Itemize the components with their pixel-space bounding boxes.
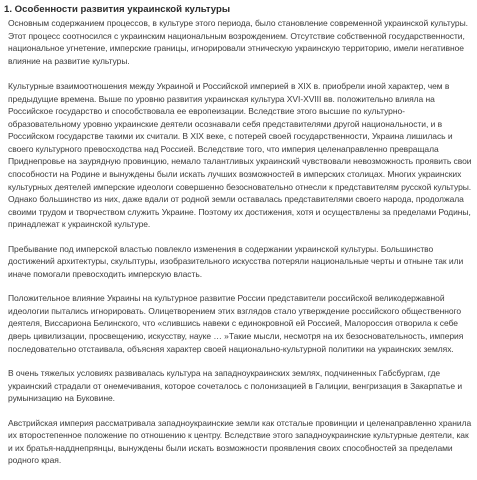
article-paragraph-6: Австрийская империя рассматривала западноукраинские земли как отсталые провинции и целенаправленно хранила их второстепенное положение по отношению к центру. Вследствие этого западноукраинские культурные деятели, как и их братья-надднепрянцы, вынуждены были искать возможности проявления своих способностей за пределами родного края. xyxy=(8,417,472,466)
article-paragraph-4: Положительное влияние Украины на культурное развитие России представители российской великодержавной идеологии пытались игнорировать. Олицетворением этих взглядов стало утверждение российского общественного деятеля, Виссариона Белинского, что «слившись навеки с единокровной ей Россией, Малороссия отворила к себе дверь цивилизации, просвещению, искусству, науке … »Такие мысли, несмотря на их безосновательность, империя последовательно отстаивала, объясняя характер своей национально-культурной политики на украинских землях. xyxy=(8,293,464,354)
article-paragraph-2: Культурные взаимоотношения между Украиной и Российской империей в XIX в. приобрели иной характер, чем в предыдущие времена. Выше по уровню развития украинская культура XVI-XVIII вв. положительно влияла на Российское государство и способствовала ее европеизации. Вследствие этого высшие по культурно-образовательному уровню украинские деятели осознавали себя представителями другой национальности, и в Российском государстве такими их считали. В XIX веке, с потерей своей государственности, Украина лишилась и своего культурного превосходства над Россией. Вследствие того, что империя целенаправленно превращала Приднепровье на заурядную провинцию, немало талантливых украинский чувствовали невозможность проявить свои способности на Родине и вынуждены были искать лучших возможностей в имперских столицах. Многих украинских культурных деятелей имперские идеологи совершенно безосновательно отнесли к представителям русской культуры. Однако большинство из них, даже вдали от родной земли оставалась представителями своего народа, продолжала своими трудом и творчеством служить Украине. Поэтому их достижения, хотя и осуществлены за пределами Родины, принадлежат к украинской культуре. xyxy=(8,81,472,230)
article-paragraph-5: В очень тяжелых условиях развивалась культура на западноукраинских землях, подчиненных Габсбургам, где украинский страдали от онемечивания, которое сочеталось с полонизацией в Галиции, венгризация в Закарпатье и румынизацию на Буковине. xyxy=(8,368,463,404)
article-paragraph-1: Основным содержанием процессов, в культуре этого периода, было становление современной украинской культуры. Этот процесс соотносился с украинским национальным возрождением. Отсутствие собственной государственности, национальное угнетение, имперские границы, игнорировали этническую украинскую территорию, имели негативное влияние на развитие культуры. xyxy=(8,18,468,66)
article-heading: 1. Особенности развития украинской культуры xyxy=(4,4,231,15)
article-paragraph-3: Пребывание под имперской властью повлекло изменения в содержании украинской культуры. Большинство достижений архитектуры, скульптуры, изобразительного искусства потеряли национальные черты и отныне так или иначе помогали превосходить имперскую власть. xyxy=(8,243,464,279)
